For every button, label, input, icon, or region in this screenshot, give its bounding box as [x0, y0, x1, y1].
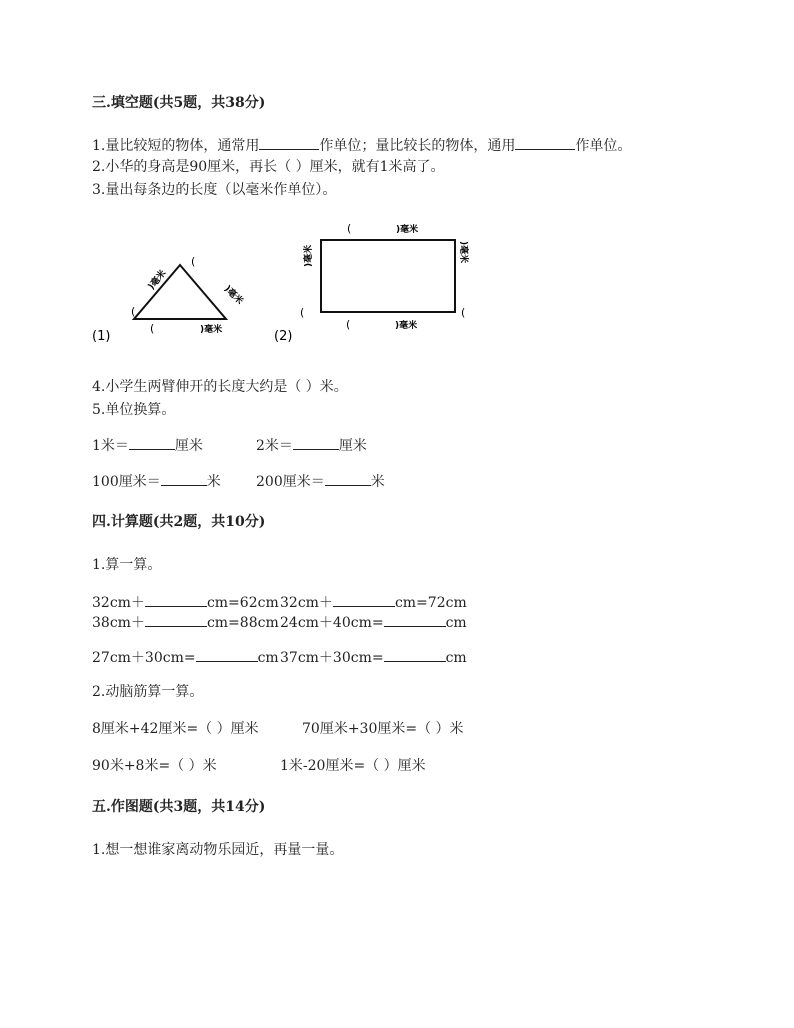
section-5-heading: 五.作图题(共3题，共14分)	[92, 799, 266, 815]
brain-2: 70厘米+30厘米=（ ）米	[302, 721, 464, 737]
rect-top-paren: (	[347, 222, 352, 235]
answer-blank[interactable]	[259, 136, 319, 150]
calc-pre: 37cm＋30cm=	[280, 650, 384, 666]
rect-right-unit: )毫米	[458, 241, 468, 264]
triangle-bottom-paren: (	[150, 322, 155, 335]
answer-blank[interactable]	[384, 648, 446, 662]
calc-5	[92, 648, 279, 667]
conv-post: 米	[370, 474, 385, 490]
conversion-2	[256, 436, 367, 455]
figure-2-label: (2)	[274, 329, 293, 344]
conv-pre: 2米＝	[256, 438, 293, 454]
conv-pre: 200厘米＝	[256, 474, 325, 490]
triangle-shape	[134, 265, 226, 319]
brain-1: 8厘米+42厘米=（ ）厘米	[92, 721, 259, 737]
conversion-4	[256, 472, 385, 491]
triangle-bottom-unit: )毫米	[200, 325, 223, 335]
answer-blank[interactable]	[145, 593, 207, 607]
conversion-1	[92, 436, 203, 455]
calc-pre: 38cm＋	[92, 615, 145, 631]
question-4-2: 2.动脑筋算一算。	[92, 684, 204, 700]
question-3-5: 5.单位换算。	[92, 402, 176, 418]
question-3-1	[92, 136, 631, 155]
question-5-1: 1.想一想谁家离动物乐园近，再量一量。	[92, 842, 344, 858]
measurement-figures	[90, 215, 490, 345]
rect-bottom-unit: )毫米	[395, 321, 418, 331]
answer-blank[interactable]	[515, 136, 575, 150]
section-4-heading: 四.计算题(共2题，共10分)	[92, 514, 266, 530]
q1-text-b: 作单位；量比较长的物体，通用	[319, 138, 516, 154]
calc-pre: 27cm＋30cm=	[92, 650, 196, 666]
conv-post: 米	[206, 474, 221, 490]
question-4-1: 1.算一算。	[92, 557, 162, 573]
question-3-4: 4.小学生两臂伸开的长度大约是（ ）米。	[92, 379, 348, 395]
triangle-left-unit: )毫米	[146, 268, 169, 292]
q1-text-a: 1.量比较短的物体，通常用	[92, 138, 260, 154]
calc-6	[280, 648, 467, 667]
question-3-3: 3.量出每条边的长度（以毫米作单位）。	[92, 182, 337, 198]
answer-blank[interactable]	[384, 613, 446, 627]
calc-post: cm=88cm	[206, 615, 279, 631]
answer-blank[interactable]	[196, 648, 258, 662]
section-3-heading: 三.填空题(共5题，共38分)	[92, 95, 266, 111]
rect-bottom-paren: (	[346, 318, 351, 331]
answer-blank[interactable]	[333, 593, 395, 607]
conv-pre: 1米＝	[92, 438, 129, 454]
answer-blank[interactable]	[161, 472, 207, 486]
q1-text-c: 作单位。	[575, 138, 632, 154]
conv-pre: 100厘米＝	[92, 474, 161, 490]
triangle-right-unit: )毫米	[221, 284, 245, 307]
calc-pre: 32cm＋	[280, 595, 333, 611]
calc-1	[92, 593, 279, 612]
calc-post: cm	[445, 650, 467, 666]
conv-post: 厘米	[338, 438, 367, 454]
rect-top-unit: )毫米	[396, 225, 419, 235]
rect-left-unit: )毫米	[304, 244, 314, 267]
calc-2	[280, 593, 467, 612]
rect-left-paren: (	[300, 306, 305, 319]
calc-post: cm	[257, 650, 279, 666]
answer-blank[interactable]	[145, 613, 207, 627]
figure-1-label: (1)	[92, 329, 111, 344]
question-3-2: 2.小华的身高是90厘米，再长（ ）厘米，就有1米高了。	[92, 159, 445, 175]
rect-right-paren: (	[461, 306, 466, 319]
answer-blank[interactable]	[293, 436, 339, 450]
calc-pre: 24cm＋40cm=	[280, 615, 384, 631]
calc-pre: 32cm＋	[92, 595, 145, 611]
brain-4: 1米-20厘米=（ ）厘米	[280, 758, 426, 774]
rectangle-shape	[321, 240, 455, 312]
brain-3: 90米+8米=（ ）米	[92, 758, 217, 774]
triangle-right-paren: (	[191, 255, 196, 268]
answer-blank[interactable]	[129, 436, 175, 450]
conversion-3	[92, 472, 221, 491]
calc-post: cm=62cm	[206, 595, 279, 611]
answer-blank[interactable]	[325, 472, 371, 486]
calc-4	[280, 613, 467, 632]
calc-3	[92, 613, 279, 632]
triangle-left-paren: (	[131, 305, 136, 318]
calc-post: cm	[445, 615, 467, 631]
calc-post: cm=72cm	[394, 595, 467, 611]
conv-post: 厘米	[174, 438, 203, 454]
